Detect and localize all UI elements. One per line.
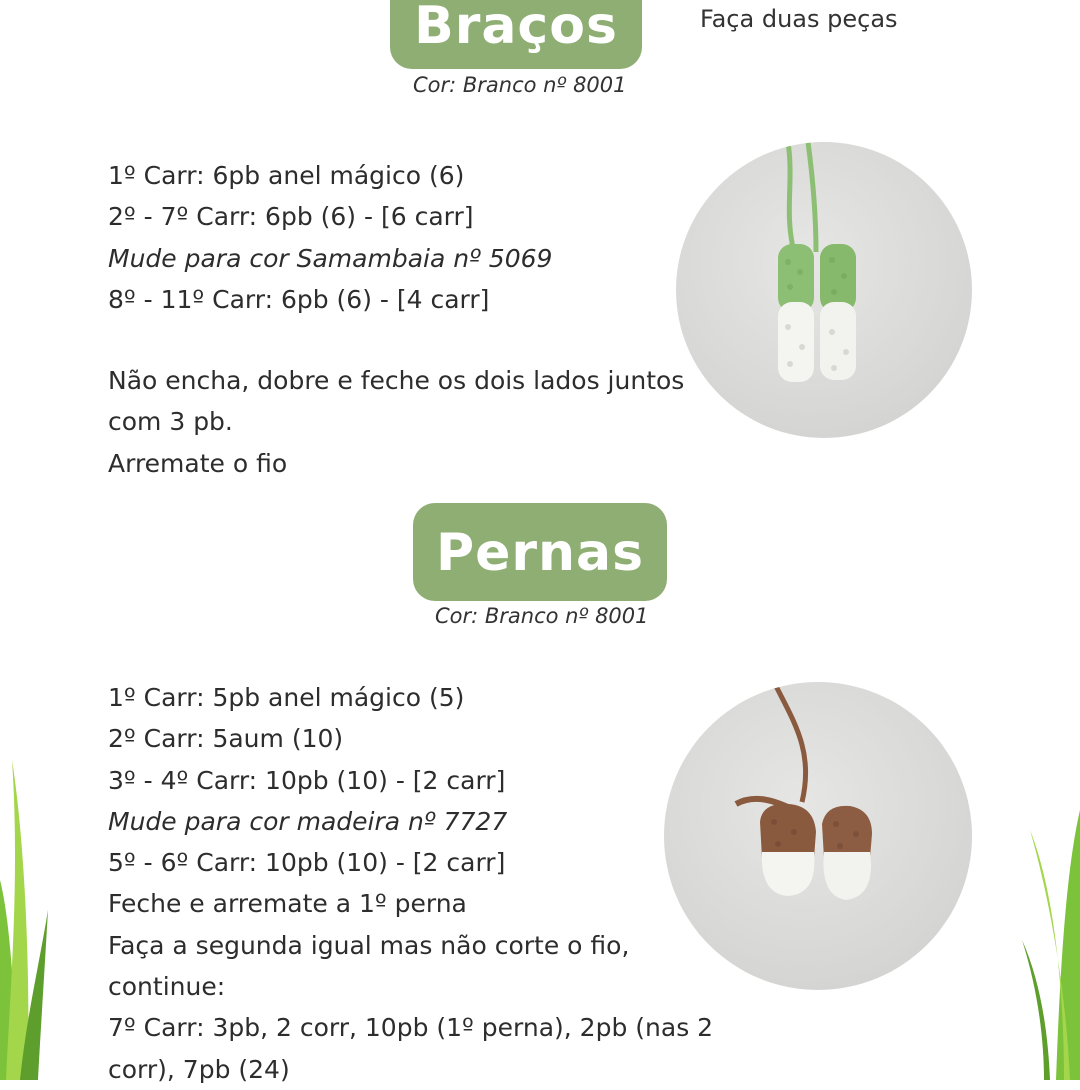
step-line: 1º Carr: 6pb anel mágico (6) (108, 161, 465, 190)
pernas-subtitle: Cor: Branco nº 8001 (435, 604, 649, 628)
finish-line: Não encha, dobre e feche os dois lados juntos (108, 366, 685, 395)
step-line: 3º - 4º Carr: 10pb (10) - [2 carr] (108, 765, 506, 795)
bracos-note: Faça duas peças (700, 5, 898, 33)
pernas-title: Pernas (413, 503, 667, 601)
step-line: 2º Carr: 5aum (10) (108, 724, 344, 754)
bracos-finish (108, 360, 684, 484)
grass-decoration-right (1020, 790, 1080, 1080)
step-line: 7º Carr: 3pb, 2 corr, 10pb (1º perna), 2pb (nas 2 (108, 1013, 714, 1043)
step-line: Faça a segunda igual mas não corte o fio, (108, 930, 630, 960)
arms-photo (676, 142, 972, 438)
finish-line: Arremate o fio (108, 448, 288, 478)
step-line: 5º - 6º Carr: 10pb (10) - [2 carr] (108, 848, 506, 878)
color-change-line: Mude para cor Samambaia nº 5069 (108, 243, 553, 273)
step-line: continue: (108, 972, 226, 1002)
pernas-steps (108, 677, 713, 1090)
step-line: corr), 7pb (24) (108, 1054, 290, 1084)
grass-decoration-left (0, 760, 50, 1080)
step-line: Feche e arremate a 1º perna (108, 889, 467, 919)
step-line: 2º - 7º Carr: 6pb (6) - [6 carr] (108, 202, 474, 232)
bracos-title: Braços (390, 0, 642, 69)
legs-photo (664, 682, 972, 990)
bracos-steps (108, 155, 552, 320)
step-line: 1º Carr: 5pb anel mágico (5) (108, 683, 465, 712)
bracos-subtitle: Cor: Branco nº 8001 (413, 73, 627, 97)
color-change-line: Mude para cor madeira nº 7727 (108, 806, 508, 836)
step-line: 8º - 11º Carr: 6pb (6) - [4 carr] (108, 284, 490, 314)
finish-line: com 3 pb. (108, 407, 233, 437)
